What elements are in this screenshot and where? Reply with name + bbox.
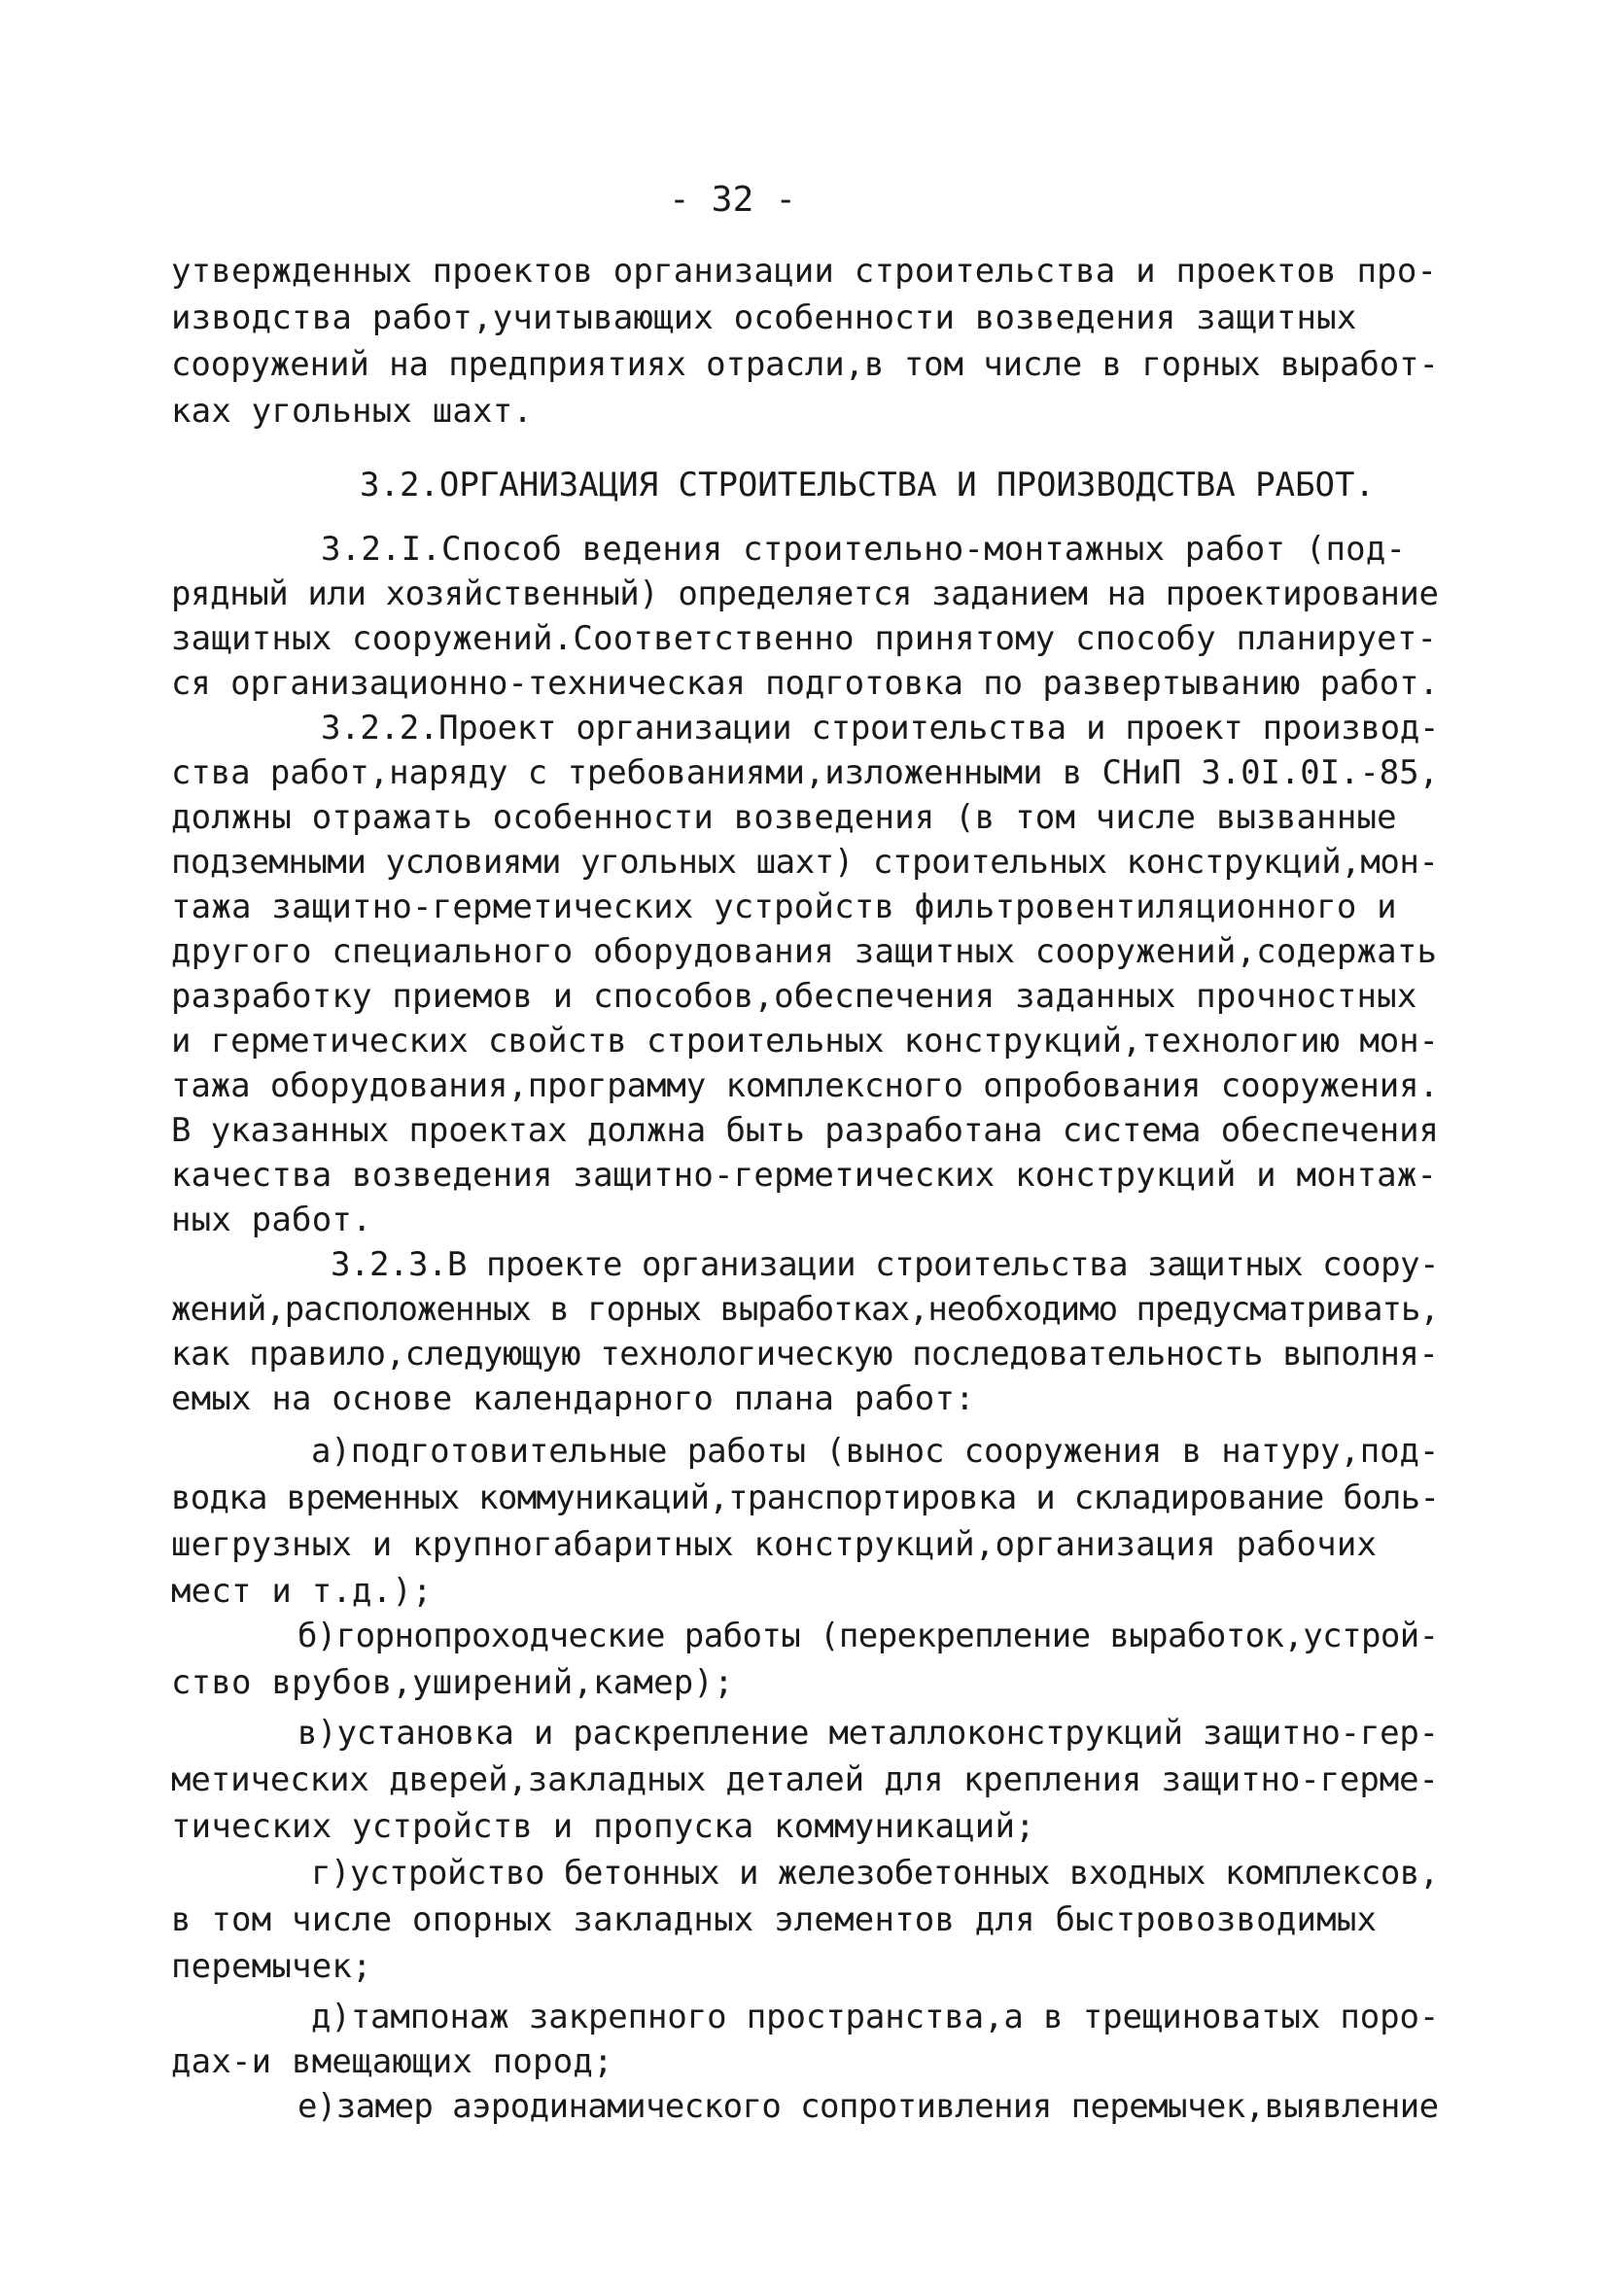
clause-3-2-1-line: рядный или хозяйственный) определяется заданием на проектирование [171,574,1439,613]
intro-line: ках угольных шахт. [171,392,534,431]
list-item-line: водка временных коммуникаций,транспортировка и складирование боль- [171,1478,1440,1517]
clause-3-2-2-line: должны отражать особенности возведения (в том числе вызванные [171,798,1397,837]
clause-3-2-2-line: 3.2.2.Проект организации строительства и проект производ- [321,709,1440,748]
list-item-line: ство врубов,уширений,камер); [171,1663,734,1702]
list-item-line: мест и т.д.); [171,1572,433,1611]
list-item-line: в том числе опорных закладных элементов для быстровозводимых [171,1900,1378,1939]
clause-3-2-3-line: жений,расположенных в горных выработках,необходимо предусматривать, [171,1290,1439,1329]
clause-3-2-1-line: ся организационно-техническая подготовка по развертыванию работ. [171,664,1439,703]
clause-3-2-3-line: как правило,следующую технологическую последовательность выполня- [171,1335,1439,1374]
clause-3-2-3-line: емых на основе календарного плана работ: [171,1379,975,1418]
clause-3-2-2-line: другого специального оборудования защитных сооружений,содержать [171,932,1438,971]
list-item-line: д)тампонаж закрепного пространства,а в трещиноватых поро- [311,1998,1440,2036]
page-number: - 32 - [669,180,797,220]
list-item-line: метических дверей,закладных деталей для крепления защитно-герме- [171,1760,1439,1799]
list-item-line: перемычек; [171,1947,372,1986]
clause-3-2-1-line: защитных сооружений.Соответственно принятому способу планирует- [171,619,1438,658]
list-item-line: б)горнопроходческие работы (перекрепление выработок,устрой- [297,1617,1439,1655]
intro-line: изводства работ,учитывающих особенности возведения защитных [171,298,1357,337]
list-item-line: в)установка и раскрепление металлоконструкций защитно-гер- [297,1714,1439,1753]
clause-3-2-2-line: качества возведения защитно-герметических конструкций и монтаж- [171,1156,1438,1195]
clause-3-2-2-line: тажа оборудования,программу комплексного опробования сооружения. [171,1066,1439,1105]
clause-3-2-2-line: подземными условиями угольных шахт) строительных конструкций,мон- [171,843,1439,882]
list-item-line: г)устройство бетонных и железобетонных входных комплексов, [311,1854,1439,1893]
intro-line: сооружений на предприятиях отрасли,в том числе в горных выработ- [171,345,1439,384]
clause-3-2-2-line: тажа защитно-герметических устройств фильтровентиляционного и [171,887,1397,926]
clause-3-2-2-line: и герметических свойств строительных конструкций,технологию мон- [171,1022,1439,1061]
list-item-line: шегрузных и крупногабаритных конструкций,организация рабочих [171,1525,1378,1564]
clause-3-2-2-line: В указанных проектах должна быть разработана система обеспечения [171,1111,1439,1150]
intro-line: утвержденных проектов организации строительства и проектов про- [171,252,1438,291]
clause-3-2-2-line: ства работ,наряду с требованиями,изложенными в СНиП 3.0I.0I.-85, [171,753,1439,792]
clause-3-2-2-line: ных работ. [171,1200,372,1239]
clause-3-2-1-line: 3.2.I.Способ ведения строительно-монтажных работ (под- [321,530,1407,569]
list-item-line: а)подготовительные работы (вынос сооружения в натуру,под- [311,1432,1440,1471]
list-item-line: дах-и вмещающих пород; [171,2042,613,2081]
list-item-line: тических устройств и пропуска коммуникаций; [171,1807,1035,1846]
clause-3-2-3-line: 3.2.3.В проекте организации строительства защитных соору- [331,1245,1440,1284]
section-heading: 3.2.ОРГАНИЗАЦИЯ СТРОИТЕЛЬСТВА И ПРОИЗВОДСТВА РАБОТ. [360,466,1375,504]
clause-3-2-2-line: разработку приемов и способов,обеспечения заданных прочностных [171,977,1417,1016]
list-item-line: е)замер аэродинамического сопротивления перемычек,выявление [297,2087,1439,2126]
